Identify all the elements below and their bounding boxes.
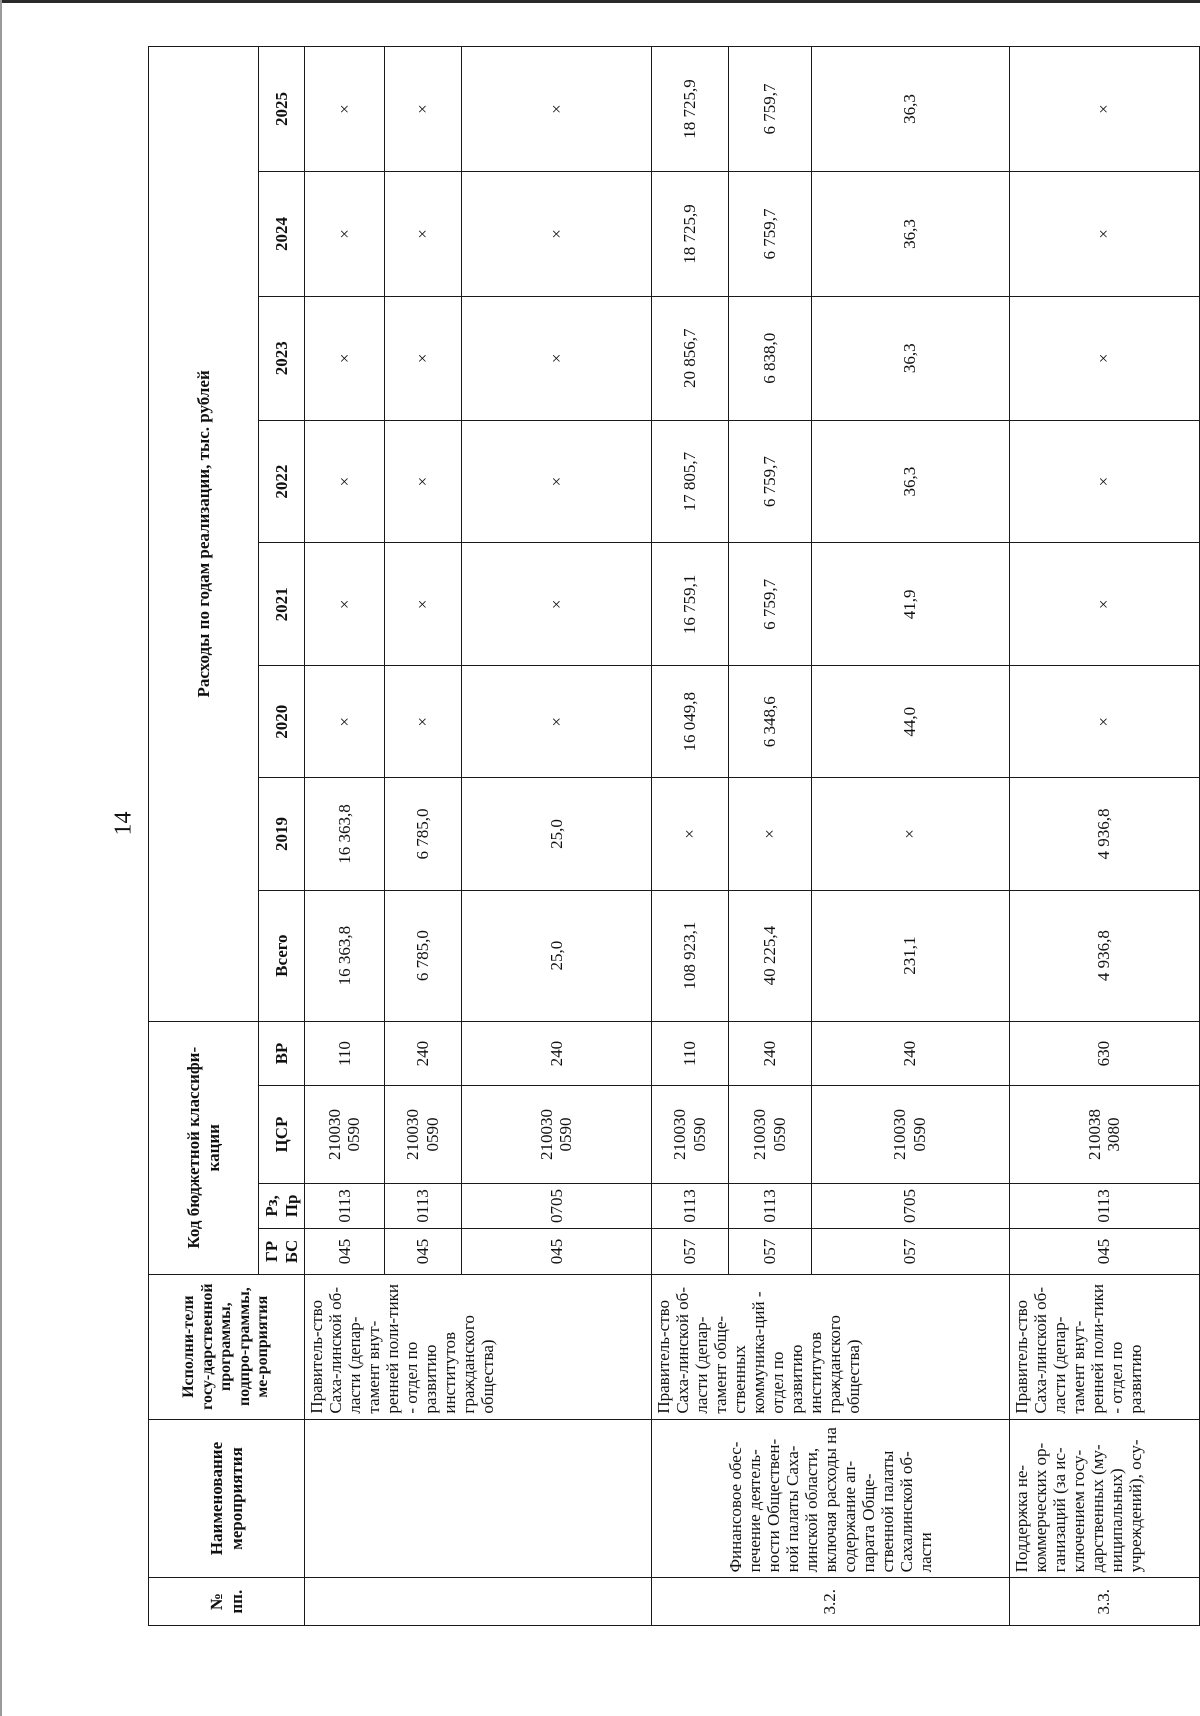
year-cell: × xyxy=(1009,172,1199,297)
year-cell: 18 725,9 xyxy=(651,47,728,172)
grbs-cell: 045 xyxy=(305,1229,385,1275)
table-row xyxy=(305,47,385,1626)
header-name: Наименование мероприятия xyxy=(149,1419,305,1578)
year-cell: × xyxy=(728,778,811,890)
year-cell: × xyxy=(461,420,651,543)
year-cell: 44,0 xyxy=(811,666,1009,778)
csr-cell: 210030 0590 xyxy=(305,1086,385,1183)
rzpr-cell: 0113 xyxy=(1009,1183,1199,1229)
csr-cell: 210038 3080 xyxy=(1009,1086,1199,1183)
header-rzpr: Рз, Пр xyxy=(259,1183,305,1229)
vr-cell: 240 xyxy=(728,1021,811,1086)
year-cell: × xyxy=(384,543,461,666)
top-edge-rule xyxy=(0,0,1200,3)
header-year-2020: 2020 xyxy=(259,666,305,778)
header-year-2024: 2024 xyxy=(259,172,305,297)
item-name: Финансовое обес-печение деятель-ности Обществен-ной палаты Саха-линской области, включая расходы на содержание ап-парата Обще-ственной палаты Сахалинской об-ласти xyxy=(651,1419,1009,1578)
year-cell: 16 363,8 xyxy=(305,778,385,890)
year-cell: × xyxy=(384,47,461,172)
executor-cell: Правитель-ство Саха-линской об-ласти (депар-тамент внут-ренней поли-тики - отдел по развитию xyxy=(1009,1274,1199,1419)
header-total: Всего xyxy=(259,890,305,1021)
vr-cell: 110 xyxy=(305,1021,385,1086)
year-cell: 4 936,8 xyxy=(1009,778,1199,890)
total-cell: 4 936,8 xyxy=(1009,890,1199,1021)
year-cell: × xyxy=(461,47,651,172)
year-cell: × xyxy=(461,296,651,420)
header-year-2019: 2019 xyxy=(259,778,305,890)
header-budget-code: Код бюджетной классифи-кации xyxy=(149,1021,259,1274)
header-year-2021: 2021 xyxy=(259,543,305,666)
year-cell: × xyxy=(305,543,385,666)
csr-cell: 210030 0590 xyxy=(651,1086,728,1183)
item-number: 3.3. xyxy=(1009,1578,1199,1626)
year-cell: 16 759,1 xyxy=(651,543,728,666)
total-cell: 16 363,8 xyxy=(305,890,385,1021)
year-cell: 6 759,7 xyxy=(728,543,811,666)
year-cell: 25,0 xyxy=(461,778,651,890)
header-num: № пп. xyxy=(149,1578,305,1626)
year-cell: 6 838,0 xyxy=(728,296,811,420)
year-cell: × xyxy=(811,778,1009,890)
csr-cell: 210030 0590 xyxy=(811,1086,1009,1183)
grbs-cell: 045 xyxy=(384,1229,461,1275)
year-cell: × xyxy=(461,666,651,778)
item-name: Поддержка не-коммерческих ор-ганизаций (за ис-ключением госу-дарственных (му-ниципальных) учреждений), осу- xyxy=(1009,1419,1199,1578)
year-cell: × xyxy=(1009,296,1199,420)
header-grbs: ГР БС xyxy=(259,1229,305,1275)
rzpr-cell: 0113 xyxy=(305,1183,385,1229)
total-cell: 231,1 xyxy=(811,890,1009,1021)
year-cell: × xyxy=(384,420,461,543)
rotated-table-container xyxy=(148,46,1200,1626)
year-cell: 36,3 xyxy=(811,47,1009,172)
budget-table xyxy=(148,46,1200,1626)
grbs-cell: 057 xyxy=(728,1229,811,1275)
total-cell: 25,0 xyxy=(461,890,651,1021)
page-number: 14 xyxy=(110,811,137,836)
year-cell: × xyxy=(461,172,651,297)
vr-cell: 240 xyxy=(384,1021,461,1086)
year-cell: 6 759,7 xyxy=(728,420,811,543)
vr-cell: 110 xyxy=(651,1021,728,1086)
total-cell: 108 923,1 xyxy=(651,890,728,1021)
header-csr: ЦСР xyxy=(259,1086,305,1183)
year-cell: 6 348,6 xyxy=(728,666,811,778)
year-cell: 16 049,8 xyxy=(651,666,728,778)
year-cell: × xyxy=(651,778,728,890)
total-cell: 40 225,4 xyxy=(728,890,811,1021)
year-cell: 17 805,7 xyxy=(651,420,728,543)
item-number: 3.2. xyxy=(651,1578,1009,1626)
grbs-cell: 045 xyxy=(461,1229,651,1275)
rzpr-cell: 0705 xyxy=(461,1183,651,1229)
name-cell-empty xyxy=(305,1419,652,1578)
year-cell: × xyxy=(305,296,385,420)
left-edge-rule xyxy=(0,0,2,1716)
grbs-cell: 057 xyxy=(811,1229,1009,1275)
header-year-2023: 2023 xyxy=(259,296,305,420)
year-cell: 20 856,7 xyxy=(651,296,728,420)
table-row xyxy=(651,47,728,1626)
executor-cell: Правитель-ство Саха-линской об-ласти (депар-тамент внут-ренней поли-тики - отдел по развитию институтов гражданского общества) xyxy=(305,1274,652,1419)
year-cell: × xyxy=(305,47,385,172)
header-executors: Исполни-тели госу-дарственной программы, подпро-граммы, ме-роприятия xyxy=(149,1274,305,1419)
year-cell: × xyxy=(461,543,651,666)
year-cell: 36,3 xyxy=(811,420,1009,543)
table-row xyxy=(1009,47,1199,1626)
header-year-2025: 2025 xyxy=(259,47,305,172)
rzpr-cell: 0113 xyxy=(384,1183,461,1229)
header-vr: ВР xyxy=(259,1021,305,1086)
vr-cell: 630 xyxy=(1009,1021,1199,1086)
grbs-cell: 057 xyxy=(651,1229,728,1275)
total-cell: 6 785,0 xyxy=(384,890,461,1021)
year-cell: × xyxy=(1009,543,1199,666)
rzpr-cell: 0705 xyxy=(811,1183,1009,1229)
rzpr-cell: 0113 xyxy=(728,1183,811,1229)
header-year-2022: 2022 xyxy=(259,420,305,543)
year-cell: 41,9 xyxy=(811,543,1009,666)
year-cell: × xyxy=(384,172,461,297)
year-cell: × xyxy=(1009,420,1199,543)
year-cell: × xyxy=(305,666,385,778)
header-expenses: Расходы по годам реализации, тыс. рублей xyxy=(149,47,259,1022)
year-cell: × xyxy=(305,172,385,297)
vr-cell: 240 xyxy=(811,1021,1009,1086)
grbs-cell: 045 xyxy=(1009,1229,1199,1275)
year-cell: 6 759,7 xyxy=(728,47,811,172)
num-cell-empty xyxy=(305,1578,652,1626)
year-cell: × xyxy=(384,296,461,420)
year-cell: × xyxy=(384,666,461,778)
rzpr-cell: 0113 xyxy=(651,1183,728,1229)
vr-cell: 240 xyxy=(461,1021,651,1086)
year-cell: × xyxy=(305,420,385,543)
executor-cell: Правитель-ство Саха-линской об-ласти (депар-тамент обще-ственных коммуника-ций - отдел по развитию институтов гражданского общества) xyxy=(651,1274,1009,1419)
csr-cell: 210030 0590 xyxy=(384,1086,461,1183)
csr-cell: 210030 0590 xyxy=(728,1086,811,1183)
csr-cell: 210030 0590 xyxy=(461,1086,651,1183)
year-cell: × xyxy=(1009,666,1199,778)
year-cell: 18 725,9 xyxy=(651,172,728,297)
year-cell: 6 759,7 xyxy=(728,172,811,297)
year-cell: 36,3 xyxy=(811,296,1009,420)
year-cell: 6 785,0 xyxy=(384,778,461,890)
year-cell: 36,3 xyxy=(811,172,1009,297)
year-cell: × xyxy=(1009,47,1199,172)
